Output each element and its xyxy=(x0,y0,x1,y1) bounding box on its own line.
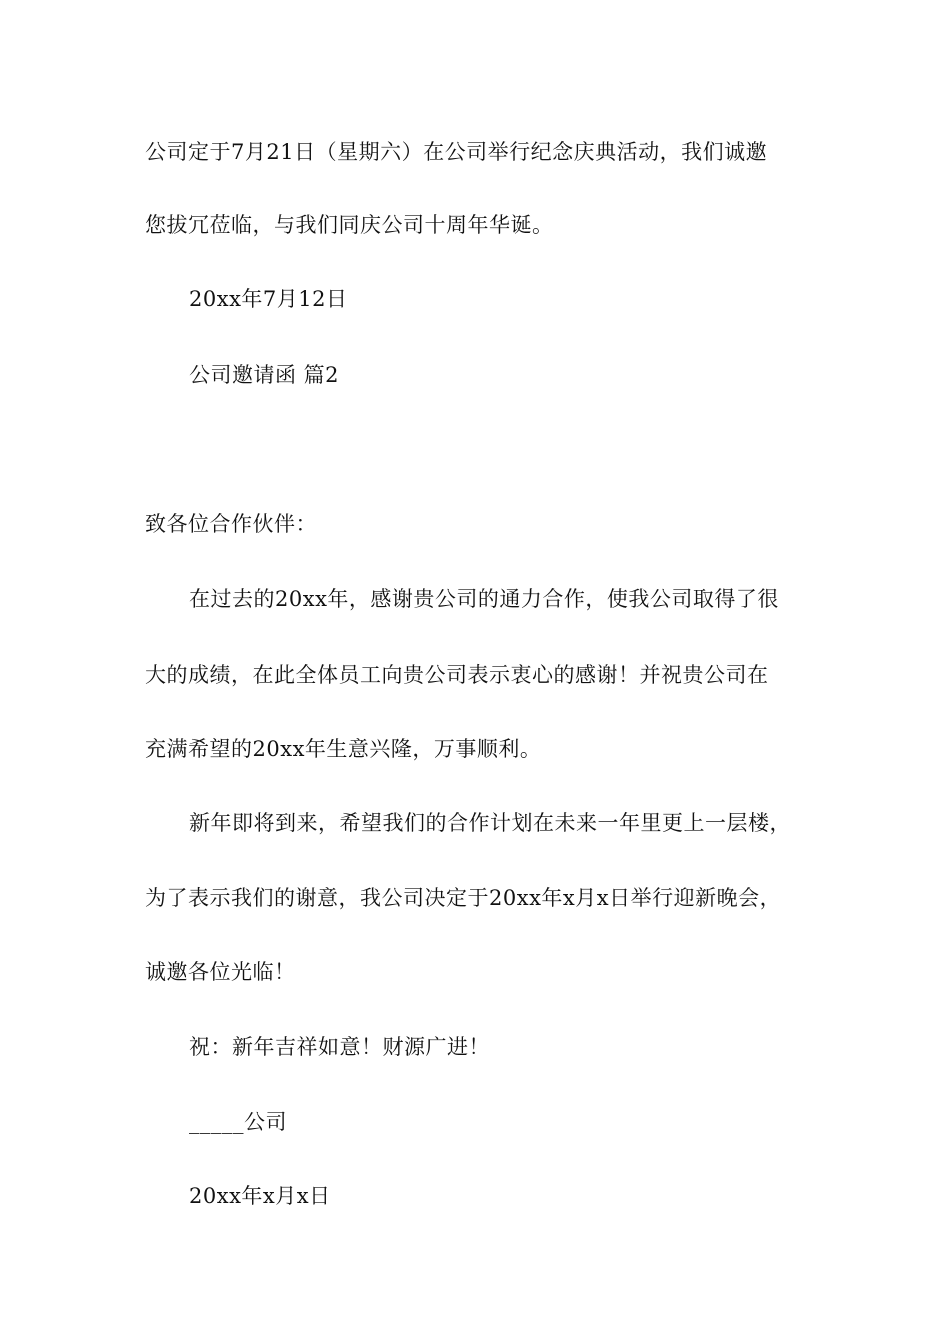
paragraph-line: 公司定于7月21日（星期六）在公司举行纪念庆典活动，我们诚邀 xyxy=(145,140,768,164)
signature-date: 20xx年x月x日 xyxy=(189,1184,331,1208)
paragraph-line: 诚邀各位光临！ xyxy=(145,960,296,984)
section-heading: 公司邀请函 篇2 xyxy=(189,363,340,387)
paragraph-line: 大的成绩，在此全体员工向贵公司表示衷心的感谢！并祝贵公司在 xyxy=(145,663,769,687)
signature-company: _____公司 xyxy=(189,1110,287,1134)
paragraph-line: 在过去的20xx年，感谢贵公司的通力合作，使我公司取得了很 xyxy=(189,587,779,611)
date-line: 20xx年7月12日 xyxy=(189,287,348,311)
closing-wish: 祝：新年吉祥如意！财源广进！ xyxy=(189,1035,490,1059)
paragraph-line: 新年即将到来，希望我们的合作计划在未来一年里更上一层楼， xyxy=(189,811,791,835)
paragraph-line: 充满希望的20xx年生意兴隆，万事顺利。 xyxy=(145,737,542,761)
paragraph-line: 您拔冗莅临，与我们同庆公司十周年华诞。 xyxy=(145,213,554,237)
salutation: 致各位合作伙伴： xyxy=(145,512,317,536)
paragraph-line: 为了表示我们的谢意，我公司决定于20xx年x月x日举行迎新晚会， xyxy=(145,886,782,910)
